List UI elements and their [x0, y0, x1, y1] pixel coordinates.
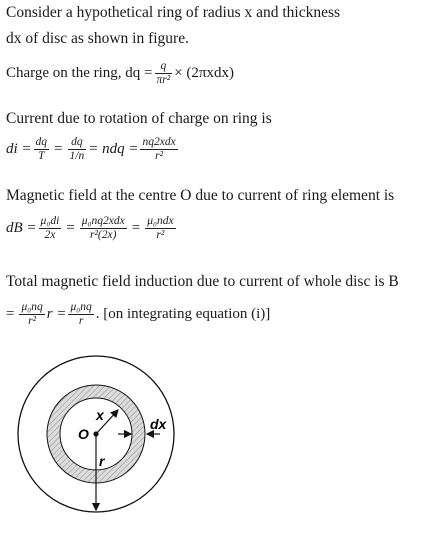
charge-frac-den: πr²: [156, 74, 171, 86]
dx-label: dx: [150, 416, 167, 432]
current-mid: = ndq =: [88, 141, 139, 157]
charge-equation: [6, 60, 234, 87]
field-frac-1-den: 2x: [44, 229, 56, 241]
field-lhs: dB =: [6, 220, 37, 236]
total-frac-1-den: r²: [28, 315, 37, 327]
intro-line-1: Consider a hypothetical ring of radius x and thickness: [6, 4, 341, 21]
field-equation: dB = $\frac{\text{μ₀di}}{2x}$ = $\frac{\text{μ₀nq2xdx}}{\text{r²(2x)}}$ = $\frac{\text{μ₀ndx}}{\text{r²}}$: [6, 215, 174, 241]
current-frac-3-den: r²: [155, 150, 164, 162]
current-frac-3-num: nq2xdx: [142, 136, 176, 148]
field-frac-3: [145, 215, 175, 242]
total-frac-2-den: r: [78, 315, 84, 327]
total-frac-2-num: μ₀nq: [70, 301, 92, 313]
current-lhs: di =: [6, 141, 32, 157]
disc-figure: [14, 352, 184, 532]
total-frac-2: [68, 301, 93, 328]
total-frac-1-num: μ₀nq: [21, 301, 43, 313]
field-frac-2-num: μ₀nq2xdx: [81, 215, 125, 227]
charge-label: Charge on the ring, dq =: [6, 65, 153, 81]
field-frac-1-num: μ₀di: [40, 215, 60, 227]
total-heading: Total magnetic field induction due to current of whole disc is B: [6, 273, 399, 290]
current-frac-2-den: 1/n: [69, 150, 85, 162]
o-label: O: [78, 426, 89, 442]
r-label: r: [99, 453, 105, 469]
current-equation: di = $\frac{dq}{T}$ = $\frac{dq}{1/n}$ = ndq = $\frac{\text{nq2xdx}}{\text{r²}}$: [6, 136, 176, 162]
current-frac-2: [68, 136, 87, 163]
total-note: . [on integrating equation (i)]: [95, 306, 271, 322]
field-frac-3-den: r²: [156, 229, 165, 241]
total-mid: r =: [46, 306, 67, 322]
current-frac-2-num: dq: [71, 136, 83, 148]
charge-rest: × (2πxdx): [174, 65, 234, 81]
current-heading: Current due to rotation of charge on ring is: [6, 110, 272, 127]
field-frac-2: [80, 215, 127, 242]
field-heading: Magnetic field at the centre O due to current of ring element is: [6, 187, 395, 204]
total-frac-1: [19, 301, 44, 328]
charge-fraction: [155, 60, 173, 87]
intro-line-2: dx of disc as shown in figure.: [6, 30, 189, 47]
current-frac-1: [34, 136, 50, 163]
charge-frac-num: q: [160, 60, 167, 72]
field-frac-3-num: μ₀ndx: [147, 215, 174, 227]
total-equation: = $\frac{\text{μ₀nq}}{\text{r²}}$ r = $\frac{\text{μ₀nq}}{r}$ . [on integrating equation (i)]: [6, 301, 271, 327]
x-label: x: [96, 407, 104, 423]
field-frac-2-den: r²(2x): [90, 229, 117, 241]
current-frac-1-num: dq: [35, 136, 48, 148]
current-frac-1-den: T: [38, 150, 45, 162]
field-frac-1: [39, 215, 62, 242]
current-frac-3: [140, 136, 177, 163]
